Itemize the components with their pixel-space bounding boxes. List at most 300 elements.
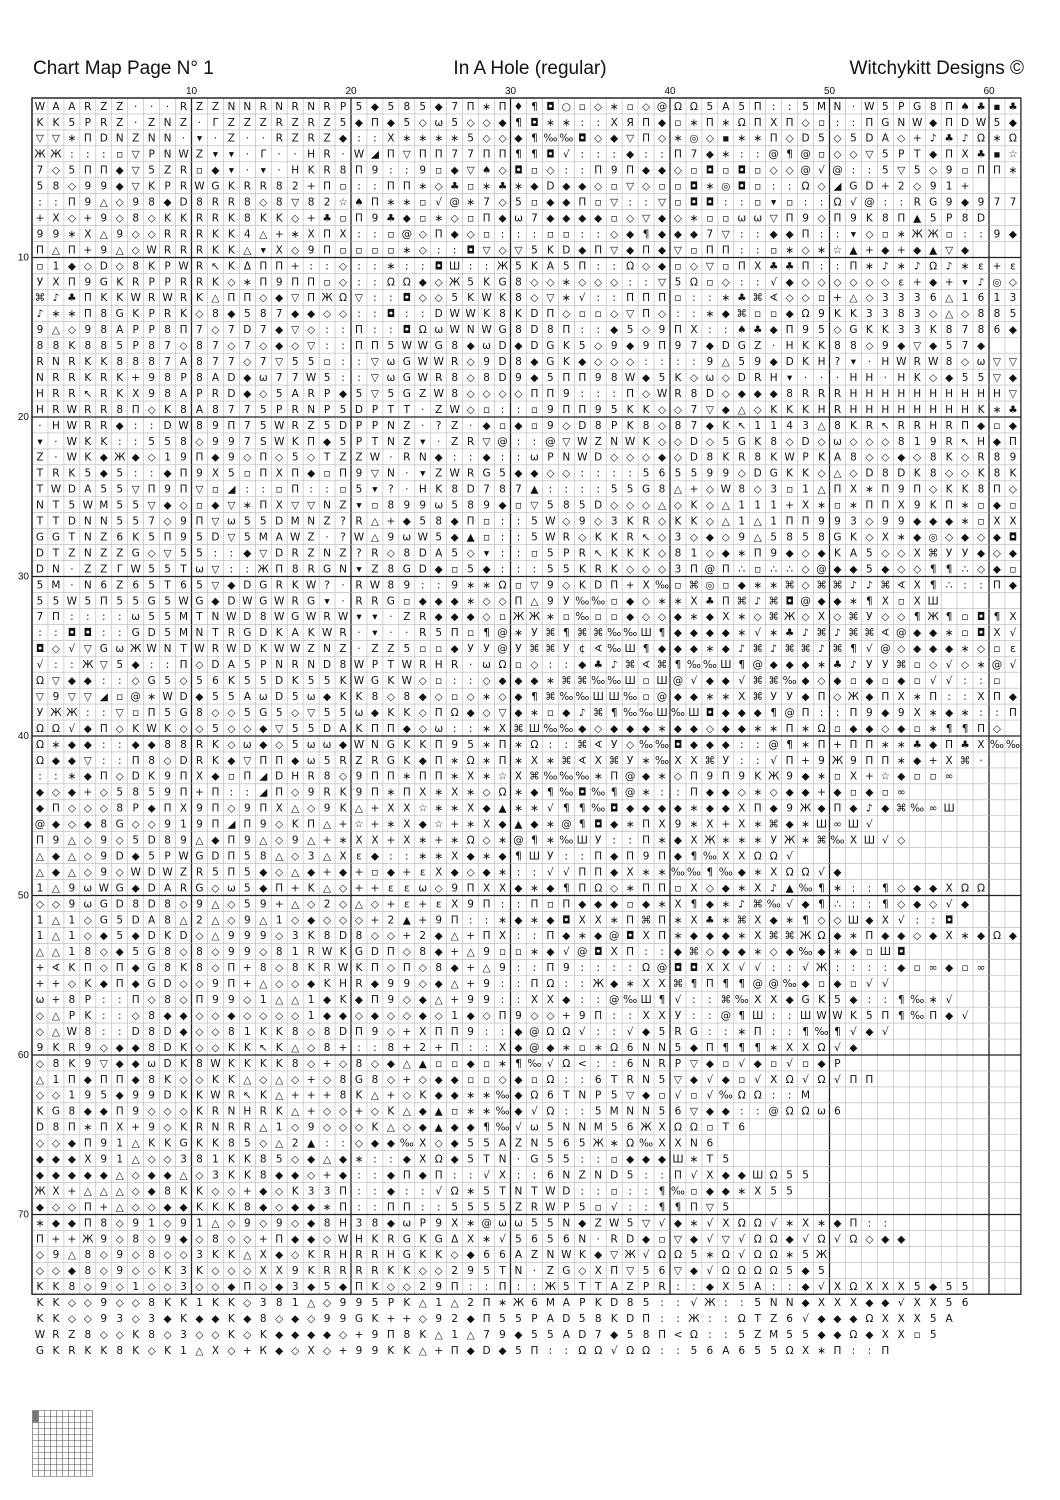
chart-symbol: △ [403,1058,412,1070]
chart-symbol: ◇ [243,1297,252,1309]
chart-symbol: + [466,978,475,990]
chart-symbol: П [419,771,427,783]
chart-symbol: 8 [132,212,139,224]
chart-symbol: ▽ [371,356,380,368]
chart-symbol: 9 [244,835,251,847]
chart-symbol: G [546,356,554,368]
chart-symbol: ◇ [626,356,635,368]
chart-symbol: : [692,356,696,368]
chart-symbol: G [116,308,124,320]
chart-symbol: ◆ [722,707,731,719]
chart-symbol: ◇ [259,340,268,352]
chart-symbol: ◇ [84,914,93,926]
chart-symbol: 9 [435,1281,442,1293]
chart-symbol: R [866,420,873,432]
chart-symbol: ◆ [738,388,747,400]
chart-symbol: ◆ [323,436,332,448]
chart-symbol: ◘ [546,101,554,113]
chart-symbol: Χ [658,1010,665,1022]
chart-symbol: D [562,1313,570,1325]
chart-symbol: ▽ [658,197,667,209]
chart-symbol: ¶ [611,787,618,799]
chart-symbol: 8 [946,356,953,368]
chart-symbol: ▫ [786,197,793,209]
chart-symbol: 5 [659,372,666,384]
chart-symbol: ◆ [211,165,220,177]
chart-symbol: ◇ [610,308,619,320]
chart-symbol: K [148,771,156,783]
chart-symbol: ◆ [419,691,428,703]
chart-symbol: П [164,803,172,815]
chart-symbol: : [357,228,361,240]
chart-symbol: R [164,244,171,256]
chart-symbol: ◇ [658,531,667,543]
chart-symbol: 8 [515,276,522,288]
chart-symbol: Χ [690,835,697,847]
chart-symbol: P [148,308,154,320]
chart-symbol: Х [499,1169,506,1181]
chart-symbol: ⌘ [816,835,827,847]
chart-symbol: R [68,1345,75,1357]
chart-symbol: ▫ [515,659,522,671]
chart-symbol: ◆ [275,292,284,304]
chart-symbol: 7 [531,212,538,224]
chart-symbol: ◇ [259,946,268,958]
chart-symbol: ∗ [498,1297,507,1309]
chart-symbol: K [675,372,683,384]
chart-symbol: Χ [850,835,857,847]
chart-symbol: √ [818,1281,825,1293]
chart-symbol: 5 [260,516,267,528]
chart-symbol: + [386,1313,395,1325]
chart-symbol: ◇ [977,531,986,543]
chart-symbol: 8 [100,340,107,352]
chart-symbol: ∗ [769,579,778,591]
chart-symbol: R [52,388,59,400]
chart-symbol: ◆ [722,723,731,735]
chart-symbol: 9 [100,835,107,847]
chart-symbol: ◆ [419,1122,428,1134]
chart-symbol: У [595,835,602,847]
chart-symbol: ◇ [658,420,667,432]
chart-symbol: 8 [850,340,857,352]
chart-symbol: ◆ [802,978,811,990]
chart-symbol: D [275,547,283,559]
chart-symbol: ‰ [559,133,573,145]
chart-symbol: : [612,468,616,480]
chart-symbol: 2 [419,930,426,942]
chart-symbol: 8 [882,468,889,480]
chart-symbol: N [84,531,92,543]
chart-symbol: Ж [832,755,844,767]
chart-symbol: K [643,436,651,448]
chart-symbol: Ω [977,133,985,145]
chart-symbol: K [84,452,92,464]
chart-symbol: ◇ [498,691,507,703]
chart-symbol: ∗ [785,1249,794,1261]
chart-symbol: ♪ [818,643,825,655]
chart-symbol: ◆ [913,244,922,256]
chart-symbol: 8 [292,1026,299,1038]
column-label: 10 [186,86,198,97]
chart-symbol: ◆ [881,707,890,719]
chart-symbol: ◇ [690,531,699,543]
chart-symbol: Χ [930,1297,937,1309]
chart-symbol: : [596,484,600,496]
chart-symbol: 8 [403,1329,410,1341]
chart-symbol: ◆ [371,101,380,113]
chart-symbol: R [658,1058,665,1070]
chart-symbol: H [977,436,985,448]
chart-symbol: T [323,452,331,464]
chart-symbol: √ [483,1169,490,1181]
chart-symbol: + [450,994,459,1006]
chart-symbol: П [259,803,267,815]
chart-symbol: G [100,643,108,655]
chart-symbol: ⌘ [960,755,971,767]
chart-symbol: : [485,914,489,926]
chart-symbol: D [626,1233,634,1245]
chart-symbol: П [180,771,188,783]
chart-symbol: △ [259,1122,268,1134]
chart-symbol: ▫ [818,978,825,990]
chart-symbol: ◇ [291,914,300,926]
chart-symbol: A [882,133,890,145]
chart-symbol: 3 [914,324,921,336]
chart-symbol: 9 [372,165,379,177]
chart-symbol: ◇ [164,516,173,528]
chart-symbol: R [196,260,203,272]
chart-symbol: K [978,468,986,480]
chart-symbol: ⌘ [577,675,588,687]
chart-symbol: ◇ [100,787,109,799]
chart-symbol: ◇ [116,866,125,878]
chart-symbol: ◆ [865,787,874,799]
chart-symbol: 5 [563,563,570,575]
chart-symbol: ∗ [482,579,491,591]
chart-symbol: : [86,611,90,623]
chart-symbol: ◇ [211,1281,220,1293]
chart-symbol: Z [451,420,458,432]
chart-symbol: + [721,819,730,831]
chart-symbol: 8 [212,1233,219,1245]
chart-symbol: 9 [770,547,777,559]
chart-symbol: : [724,1329,728,1341]
chart-symbol: K [292,1185,300,1197]
chart-symbol: R [945,436,952,448]
chart-symbol: A [52,101,60,113]
chart-symbol: R [323,1265,330,1277]
chart-symbol: ◇ [211,946,220,958]
chart-symbol: Z [292,117,299,129]
chart-symbol: ◆ [961,531,970,543]
chart-symbol: D [68,516,76,528]
chart-symbol: 7 [515,484,522,496]
chart-symbol: D [36,563,44,575]
chart-symbol: ∗ [386,787,395,799]
chart-symbol: ◆ [164,500,173,512]
chart-symbol: ◇ [546,468,555,480]
chart-symbol: Ш [928,595,939,607]
chart-symbol: ∗ [530,803,539,815]
chart-symbol: + [36,978,45,990]
chart-symbol: △ [211,898,220,910]
chart-symbol: A [339,723,347,735]
chart-symbol: ◇ [945,531,954,543]
chart-symbol: ◆ [833,1217,842,1229]
chart-symbol: П [881,1345,889,1357]
chart-symbol: ◇ [722,388,731,400]
chart-symbol: ◆ [514,340,523,352]
chart-symbol: 8 [116,803,123,815]
chart-symbol: 9 [707,468,714,480]
chart-symbol: 5 [515,1345,522,1357]
chart-symbol: ω [833,436,842,448]
chart-symbol: ∗ [514,627,523,639]
chart-symbol: : [852,117,856,129]
chart-symbol: 5 [930,1329,937,1341]
chart-symbol: K [52,1345,60,1357]
chart-symbol: ◘ [706,197,714,209]
chart-symbol: △ [387,1122,396,1134]
chart-symbol: K [722,420,730,432]
chart-symbol: ◇ [227,739,236,751]
chart-symbol: Ω [738,1313,746,1325]
chart-symbol: Z [100,547,107,559]
chart-symbol: + [355,882,364,894]
chart-symbol: П [100,771,108,783]
chart-symbol: Ω [786,1345,794,1357]
chart-symbol: : [118,675,122,687]
chart-symbol: П [100,595,108,607]
chart-symbol: K [116,276,124,288]
chart-symbol: K [148,181,156,193]
chart-symbol: + [450,946,459,958]
chart-symbol: : [692,308,696,320]
chart-symbol: + [275,228,284,240]
chart-symbol: 5 [340,436,347,448]
chart-symbol: ♣ [386,212,395,224]
chart-symbol: Ш [640,627,651,639]
chart-symbol: П [291,468,299,480]
chart-symbol: ▽ [132,484,141,496]
chart-symbol: : [517,452,521,464]
chart-symbol: : [596,292,600,304]
chart-symbol: ♪ [946,260,953,272]
chart-symbol: N [211,1122,219,1134]
chart-symbol: △ [754,516,763,528]
chart-symbol: ¶ [786,739,793,751]
chart-symbol: + [402,930,411,942]
chart-symbol: ∴ [786,563,793,575]
chart-symbol: 8 [164,962,171,974]
chart-symbol: Χ [882,531,889,543]
chart-symbol: R [84,101,91,113]
chart-symbol: ◇ [754,611,763,623]
chart-symbol: △ [355,898,364,910]
chart-symbol: ▫ [196,500,203,512]
chart-symbol: R [371,547,378,559]
chart-symbol: 9 [451,882,458,894]
chart-symbol: H [849,388,857,400]
chart-symbol: 5 [116,468,123,480]
chart-symbol: ▫ [483,531,490,543]
chart-symbol: П [84,962,92,974]
chart-symbol: △ [52,1010,61,1022]
chart-symbol: 1 [802,484,809,496]
chart-symbol: 7 [228,324,235,336]
chart-symbol: : [118,755,122,767]
chart-symbol: ◆ [419,755,428,767]
chart-symbol: 6 [100,579,107,591]
chart-symbol: N [84,516,92,528]
chart-symbol: ▫ [435,1058,442,1070]
chart-symbol: ◇ [291,212,300,224]
chart-symbol: W [721,484,732,496]
chart-symbol: 5 [691,1345,698,1357]
chart-symbol: 5 [164,707,171,719]
chart-symbol: ▲ [403,914,412,926]
chart-symbol: 7 [212,340,219,352]
chart-symbol: D [578,1329,586,1341]
chart-symbol: : [772,1281,776,1293]
chart-symbol: ¶ [659,1185,666,1197]
chart-symbol: 4 [786,420,793,432]
chart-symbol: ∗ [339,835,348,847]
chart-symbol: ◇ [227,1185,236,1197]
chart-symbol: 5 [802,1169,809,1181]
chart-symbol: 1 [914,436,921,448]
chart-symbol: ▫ [611,595,618,607]
chart-symbol: 5 [435,531,442,543]
chart-symbol: : [756,228,760,240]
chart-symbol: : [708,1329,712,1341]
chart-symbol: P [85,117,91,129]
chart-symbol: K [387,675,395,687]
chart-symbol: N [52,356,60,368]
chart-symbol: 9 [372,1329,379,1341]
chart-symbol: ◆ [961,197,970,209]
chart-symbol: 9 [228,946,235,958]
chart-symbol: 8 [962,212,969,224]
chart-symbol: : [581,1154,585,1166]
chart-symbol: ◆ [275,324,284,336]
chart-symbol: ◇ [259,388,268,400]
chart-symbol: ∗ [913,691,922,703]
chart-symbol: D [116,898,124,910]
chart-symbol: ⌘ [768,675,779,687]
chart-symbol: ◇ [291,1074,300,1086]
chart-symbol: R [212,1106,219,1118]
chart-symbol: 5 [770,1185,777,1197]
chart-symbol: ◘ [562,914,570,926]
chart-symbol: ◇ [594,133,603,145]
chart-symbol: N [323,643,331,655]
chart-symbol: △ [259,914,268,926]
chart-symbol: Ж [928,228,940,240]
chart-symbol: ◢ [227,484,236,496]
chart-symbol: Х [531,755,538,767]
chart-symbol: 9 [675,819,682,831]
chart-symbol: 5 [244,308,251,320]
chart-symbol: : [517,228,521,240]
chart-symbol: П [834,484,842,496]
chart-symbol: : [150,468,154,480]
chart-symbol: : [979,228,983,240]
chart-symbol: R [68,372,75,384]
chart-symbol: 5 [419,516,426,528]
chart-symbol: П [227,420,235,432]
chart-symbol: ◆ [674,627,683,639]
chart-symbol: G [833,531,841,543]
chart-symbol: 5 [148,611,155,623]
chart-symbol: △ [179,1169,188,1181]
chart-symbol: ‰ [591,675,605,687]
chart-symbol: ◆ [307,914,316,926]
chart-symbol: ◇ [419,244,428,256]
chart-symbol: 1 [738,516,745,528]
chart-symbol: R [355,1249,362,1261]
chart-symbol: 1 [69,930,76,942]
chart-symbol: K [180,962,188,974]
chart-symbol: Χ [116,1122,123,1134]
chart-symbol: ◆ [339,1010,348,1022]
chart-symbol: ◇ [770,787,779,799]
chart-symbol: ∗ [402,771,411,783]
chart-symbol: ▽ [291,197,300,209]
chart-symbol: ◇ [211,1329,220,1341]
chart-symbol: ◆ [897,723,906,735]
chart-symbol: У [675,1010,682,1022]
chart-symbol: 5 [547,1233,554,1245]
chart-symbol: Ш [656,675,667,687]
chart-symbol: П [578,260,586,272]
chart-symbol: ◇ [211,1026,220,1038]
chart-symbol: △ [817,484,826,496]
chart-symbol: ◇ [259,197,268,209]
chart-symbol: ‰ [623,691,637,703]
chart-symbol: ◇ [148,547,157,559]
row-label: 40 [18,731,30,742]
chart-symbol: ∗ [466,1185,475,1197]
chart-symbol: : [373,292,377,304]
chart-symbol: √ [962,1010,969,1022]
chart-symbol: ¶ [515,1058,522,1070]
chart-symbol: : [357,1201,361,1213]
chart-symbol: ¶ [930,563,937,575]
chart-symbol: 8 [946,324,953,336]
chart-symbol: + [243,978,252,990]
chart-symbol: ‰ [703,850,717,862]
chart-symbol: G [195,850,203,862]
chart-symbol: ◇ [148,1233,157,1245]
chart-symbol: G [132,627,140,639]
chart-symbol: ◆ [307,1217,316,1229]
chart-symbol: ◆ [690,930,699,942]
chart-symbol: ◇ [323,1074,332,1086]
chart-symbol: ◇ [642,260,651,272]
chart-symbol: ∗ [785,1217,794,1229]
chart-symbol: D [323,723,331,735]
chart-symbol: K [292,675,300,687]
chart-symbol: ◆ [259,739,268,751]
chart-symbol: ◆ [467,1010,476,1022]
chart-symbol: ◆ [897,452,906,464]
chart-symbol: + [434,1345,443,1357]
chart-symbol: ◇ [658,436,667,448]
chart-symbol: ∗ [753,133,762,145]
chart-symbol: 8 [834,340,841,352]
